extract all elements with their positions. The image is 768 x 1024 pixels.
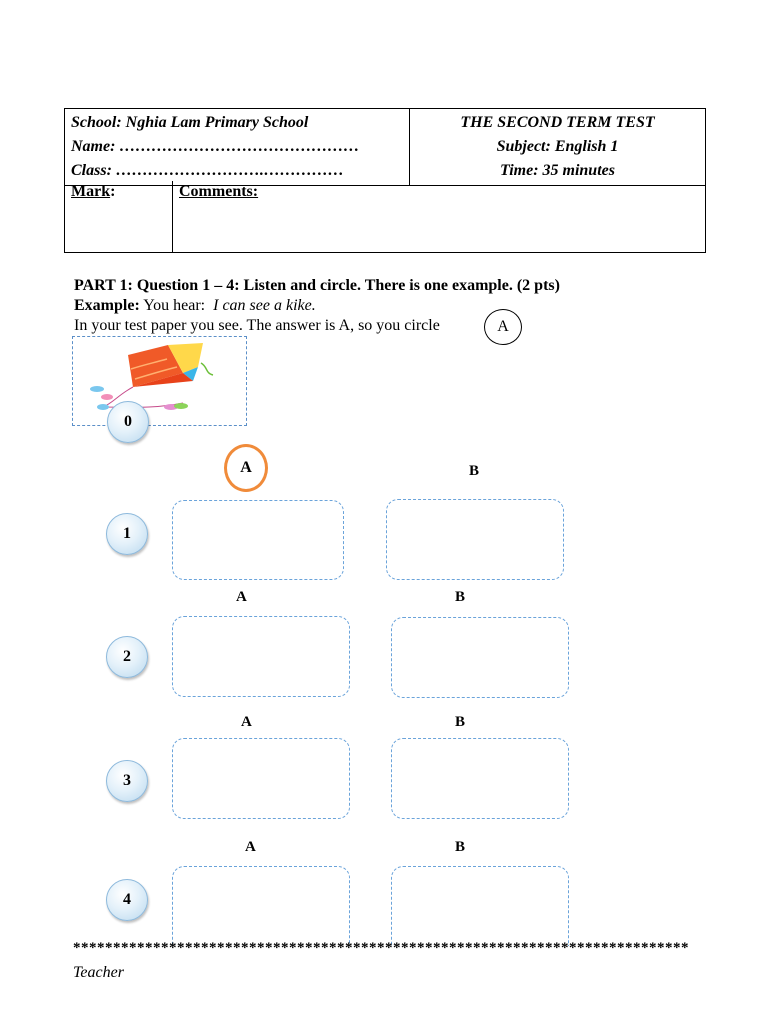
kite-picture bbox=[73, 337, 245, 424]
school-info-cell bbox=[65, 109, 410, 186]
question-2-option-b-box[interactable] bbox=[391, 617, 569, 698]
example-label: Example: bbox=[74, 297, 140, 314]
question-4-option-a-box[interactable] bbox=[172, 866, 350, 946]
question-2-label-b: B bbox=[455, 589, 466, 605]
student-name-line: Name: ……………………………………… bbox=[71, 138, 360, 155]
question-2-label-a: A bbox=[236, 589, 247, 605]
question-1-badge: 1 bbox=[106, 513, 148, 555]
question-1-option-a-box[interactable] bbox=[172, 500, 344, 580]
question-3-label-a: A bbox=[241, 714, 252, 730]
test-subject: Subject: English 1 bbox=[496, 138, 619, 155]
question-3-option-b-box[interactable] bbox=[391, 738, 569, 819]
test-time: Time: 35 minutes bbox=[500, 162, 615, 179]
comments-cell bbox=[173, 181, 706, 252]
test-info-cell bbox=[410, 109, 706, 186]
mark-colon: : bbox=[110, 183, 116, 200]
separator-stars: ***************************************************************************** bbox=[73, 940, 689, 956]
student-class-line: Class: ……………………….…………… bbox=[71, 162, 344, 179]
question-4-option-b-box[interactable] bbox=[391, 866, 569, 946]
mark-comments-table bbox=[64, 181, 706, 253]
question-4-label-a: A bbox=[245, 839, 256, 855]
part1-title: PART 1: Question 1 – 4: Listen and circle. There is one example. (2 pts) bbox=[74, 277, 560, 294]
teacher-label: Teacher bbox=[73, 964, 124, 981]
question-1-option-b-box[interactable] bbox=[386, 499, 564, 580]
school-name: School: Nghia Lam Primary School bbox=[71, 114, 309, 131]
example-image-frame bbox=[72, 336, 247, 426]
question-2-badge: 2 bbox=[106, 636, 148, 678]
example-you-hear: You hear: bbox=[139, 297, 206, 314]
question-4-badge: 4 bbox=[106, 879, 148, 921]
question-3-label-b: B bbox=[455, 714, 466, 730]
mark-cell bbox=[65, 181, 173, 252]
example-answer-b: B bbox=[469, 463, 480, 479]
instruction-line: In your test paper you see. The answer is A, so you circle bbox=[74, 317, 440, 334]
mark-label: Mark bbox=[71, 183, 111, 200]
question-3-badge: 3 bbox=[106, 760, 148, 802]
question-4-label-b: B bbox=[455, 839, 466, 855]
test-title: THE SECOND TERM TEST bbox=[460, 114, 655, 131]
circled-answer-example: A bbox=[484, 309, 522, 345]
example-number-badge: 0 bbox=[107, 401, 149, 443]
example-sentence: I can see a kike. bbox=[213, 297, 316, 314]
example-answer-a-circled: A bbox=[224, 444, 268, 492]
header-table bbox=[64, 108, 706, 186]
example-line bbox=[74, 296, 316, 316]
comments-label: Comments: bbox=[179, 183, 259, 200]
question-3-option-a-box[interactable] bbox=[172, 738, 350, 819]
question-2-option-a-box[interactable] bbox=[172, 616, 350, 697]
